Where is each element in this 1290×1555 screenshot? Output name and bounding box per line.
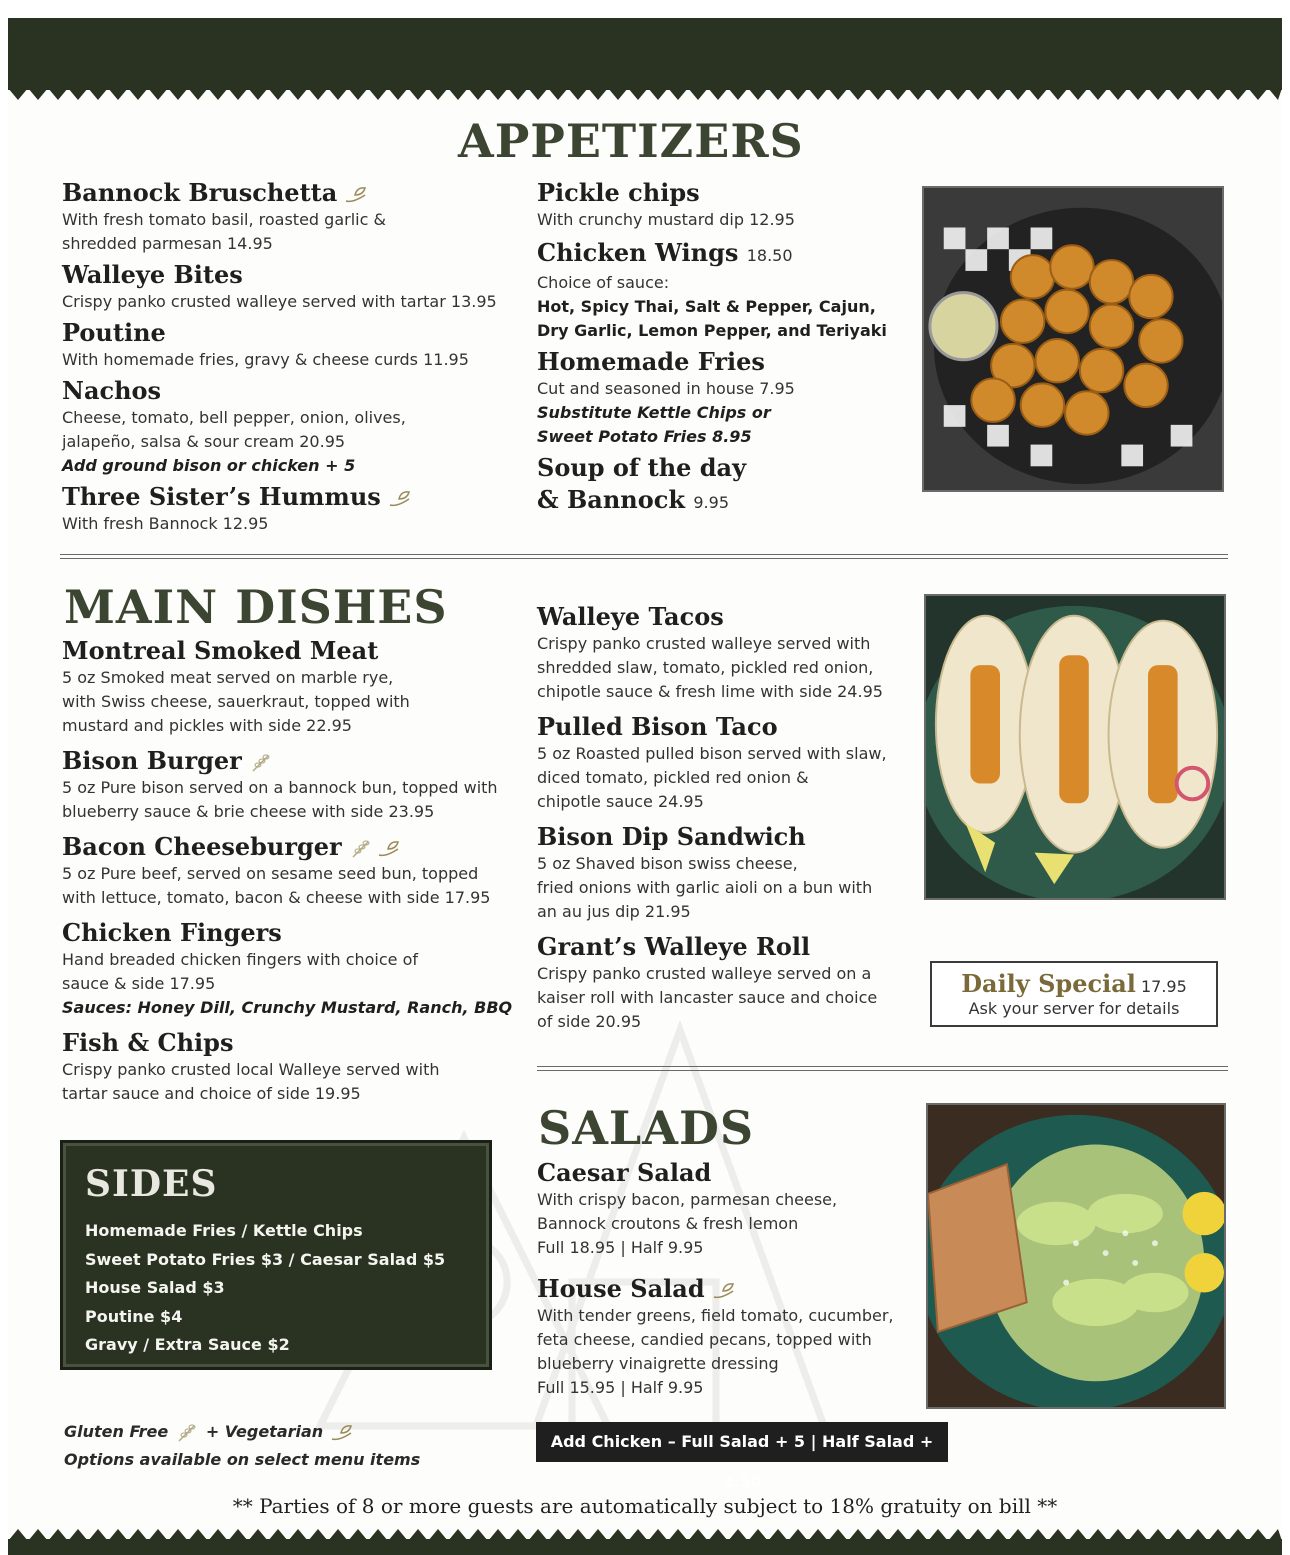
appetizers-left-column (62, 178, 522, 540)
item-description: Bannock croutons & fresh lemon (537, 1214, 799, 1233)
item-description: Crispy panko crusted walleye served with tartar 13.95 (62, 292, 497, 311)
legend-gluten-free: Gluten Free (64, 1422, 169, 1441)
side-item: Sweet Potato Fries $3 / Caesar Salad $5 (85, 1249, 446, 1269)
menu-item (537, 347, 907, 449)
menu-item (537, 602, 917, 704)
caesar-salad-photo (926, 1103, 1226, 1409)
item-description: Crispy panko crusted walleye served on a (537, 964, 872, 983)
item-note: Substitute Kettle Chips or (537, 403, 771, 422)
main-left-column (62, 636, 532, 1110)
menu-item (537, 822, 917, 924)
menu-page (8, 18, 1282, 1555)
item-sauces: Hot, Spicy Thai, Salt & Pepper, Cajun, (537, 297, 876, 316)
item-price: Full 15.95 | Half 9.95 (537, 1378, 704, 1397)
sides-panel (60, 1140, 492, 1370)
item-description: 5 oz Pure beef, served on sesame seed bun, topped (62, 864, 479, 883)
menu-item (62, 832, 532, 910)
menu-item (62, 178, 522, 256)
item-price: 9.95 (693, 493, 729, 512)
menu-item (537, 1158, 917, 1260)
item-description: with lettuce, tomato, bacon & cheese with side 17.95 (62, 888, 491, 907)
item-description: Cut and seasoned in house 7.95 (537, 379, 795, 398)
dietary-legend (64, 1418, 420, 1474)
item-name: Nachos (62, 376, 162, 405)
item-description: of side 20.95 (537, 1012, 642, 1031)
menu-item (537, 932, 917, 1034)
salads-heading: SALADS (538, 1101, 755, 1155)
item-description: 5 oz Smoked meat served on marble rye, (62, 668, 394, 687)
main-dishes-heading: MAIN DISHES (64, 580, 448, 634)
item-description: With fresh tomato basil, roasted garlic & (62, 210, 386, 229)
item-name: Poutine (62, 318, 166, 347)
menu-item (62, 746, 532, 824)
item-description: feta cheese, candied pecans, topped with (537, 1330, 872, 1349)
item-name: Homemade Fries (537, 347, 765, 376)
item-description: chipotle sauce & fresh lime with side 24.95 (537, 682, 883, 701)
menu-item (537, 453, 907, 518)
daily-special-subtitle: Ask your server for details (968, 999, 1180, 1018)
appetizers-heading: APPETIZERS (458, 114, 804, 168)
menu-item (62, 318, 522, 372)
gluten-free-icon (348, 839, 374, 859)
item-description: blueberry vinaigrette dressing (537, 1354, 779, 1373)
item-description: tartar sauce and choice of side 19.95 (62, 1084, 361, 1103)
item-name: Grant’s Walleye Roll (537, 932, 811, 961)
gluten-free-icon (174, 1423, 200, 1443)
legend-note: Options available on select menu items (64, 1450, 421, 1469)
item-description: mustard and pickles with side 22.95 (62, 716, 352, 735)
item-sauces: Dry Garlic, Lemon Pepper, and Teriyaki (537, 321, 887, 340)
daily-special-price: 17.95 (1140, 977, 1187, 996)
item-description: fried onions with garlic aioli on a bun with (537, 878, 873, 897)
legend-vegetarian: + Vegetarian (205, 1422, 324, 1441)
side-item: House Salad $3 (85, 1278, 225, 1297)
menu-item (62, 260, 522, 314)
item-name: Pickle chips (537, 178, 700, 207)
item-name: Soup of the day (537, 453, 747, 482)
vegetarian-icon (711, 1281, 737, 1301)
side-item: Poutine $4 (85, 1306, 183, 1326)
menu-item (537, 238, 907, 343)
item-description: With crispy bacon, parmesan cheese, (537, 1190, 838, 1209)
menu-item (537, 1274, 917, 1400)
item-name: Pulled Bison Taco (537, 712, 778, 741)
menu-item (62, 636, 532, 738)
item-name: Bannock Bruschetta (62, 178, 338, 207)
item-name: Caesar Salad (537, 1158, 712, 1187)
caesar-salad-image (928, 1105, 1224, 1407)
item-name: Bison Burger (62, 746, 242, 775)
item-name: Walleye Tacos (537, 602, 724, 631)
item-description: chipotle sauce 24.95 (537, 792, 704, 811)
daily-special-box (930, 961, 1218, 1027)
bottom-banner (8, 1539, 1282, 1555)
item-description: Choice of sauce: (537, 273, 670, 292)
side-item: Homemade Fries / Kettle Chips (85, 1221, 363, 1240)
item-description: Cheese, tomato, bell pepper, onion, olives, (62, 408, 406, 427)
item-note: Add ground bison or chicken + 5 (62, 456, 356, 475)
item-description: 5 oz Pure bison served on a bannock bun, topped with (62, 778, 498, 797)
section-divider (537, 1066, 1228, 1071)
item-description: jalapeño, salsa & sour cream 20.95 (62, 432, 346, 451)
item-description: diced tomato, pickled red onion & (537, 768, 809, 787)
menu-item (537, 712, 917, 814)
item-price: 18.50 (746, 246, 793, 265)
menu-item (62, 482, 522, 536)
section-divider (60, 554, 1228, 559)
item-description: Crispy panko crusted local Walleye served with (62, 1060, 440, 1079)
vegetarian-icon (329, 1423, 355, 1443)
item-name: Three Sister’s Hummus (62, 482, 381, 511)
item-description: With crunchy mustard dip 12.95 (537, 210, 795, 229)
item-description: sauce & side 17.95 (62, 974, 216, 993)
vegetarian-icon (387, 489, 413, 509)
item-description: Hand breaded chicken fingers with choice of (62, 950, 419, 969)
item-name: Bacon Cheeseburger (62, 832, 342, 861)
gratuity-footnote: ** Parties of 8 or more guests are automatically subject to 18% gratuity on bill ** (232, 1494, 1058, 1518)
salads-column (537, 1158, 917, 1404)
menu-item (62, 1028, 532, 1106)
item-name: Bison Dip Sandwich (537, 822, 806, 851)
vegetarian-icon (343, 185, 369, 205)
vegetarian-icon (376, 839, 402, 859)
daily-special-title: Daily Special (961, 969, 1136, 998)
menu-item (62, 376, 522, 478)
sides-heading: SIDES (85, 1163, 218, 1205)
top-banner (8, 18, 1282, 90)
add-chicken-banner: Add Chicken – Full Salad + 5 | Half Salad + 2.50 (536, 1422, 948, 1462)
item-description: shredded parmesan 14.95 (62, 234, 273, 253)
item-description: shredded slaw, tomato, pickled red onion, (537, 658, 874, 677)
side-item: Gravy / Extra Sauce $2 (85, 1335, 290, 1354)
item-note: Sweet Potato Fries 8.95 (537, 427, 752, 446)
item-name-line2: & Bannock (537, 485, 686, 514)
menu-item (62, 918, 532, 1020)
item-description: Crispy panko crusted walleye served with (537, 634, 871, 653)
item-price: Full 18.95 | Half 9.95 (537, 1238, 704, 1257)
walleye-tacos-photo (924, 594, 1226, 900)
item-name: Chicken Wings (537, 238, 739, 267)
item-description: With fresh Bannock 12.95 (62, 514, 269, 533)
item-name: Fish & Chips (62, 1028, 234, 1057)
appetizers-right-column (537, 178, 907, 522)
item-note: Sauces: Honey Dill, Crunchy Mustard, Ranch, BBQ (62, 998, 513, 1017)
menu-item (537, 178, 907, 232)
item-name: Walleye Bites (62, 260, 243, 289)
pickle-chips-photo (922, 186, 1224, 492)
item-name: Chicken Fingers (62, 918, 282, 947)
main-right-column (537, 602, 917, 1038)
item-description: blueberry sauce & brie cheese with side 23.95 (62, 802, 435, 821)
item-description: an au jus dip 21.95 (537, 902, 691, 921)
pickle-chips-image (924, 188, 1222, 490)
item-description: With homemade fries, gravy & cheese curds 11.95 (62, 350, 469, 369)
sides-list (85, 1217, 445, 1360)
gluten-free-icon (248, 753, 274, 773)
item-description: 5 oz Shaved bison swiss cheese, (537, 854, 798, 873)
walleye-tacos-image (926, 596, 1224, 898)
item-description: With tender greens, field tomato, cucumber, (537, 1306, 894, 1325)
item-description: kaiser roll with lancaster sauce and choice (537, 988, 878, 1007)
item-description: with Swiss cheese, sauerkraut, topped with (62, 692, 410, 711)
item-name: House Salad (537, 1274, 705, 1303)
item-name: Montreal Smoked Meat (62, 636, 379, 665)
item-description: 5 oz Roasted pulled bison served with slaw, (537, 744, 887, 763)
top-zigzag-border (8, 88, 1282, 102)
